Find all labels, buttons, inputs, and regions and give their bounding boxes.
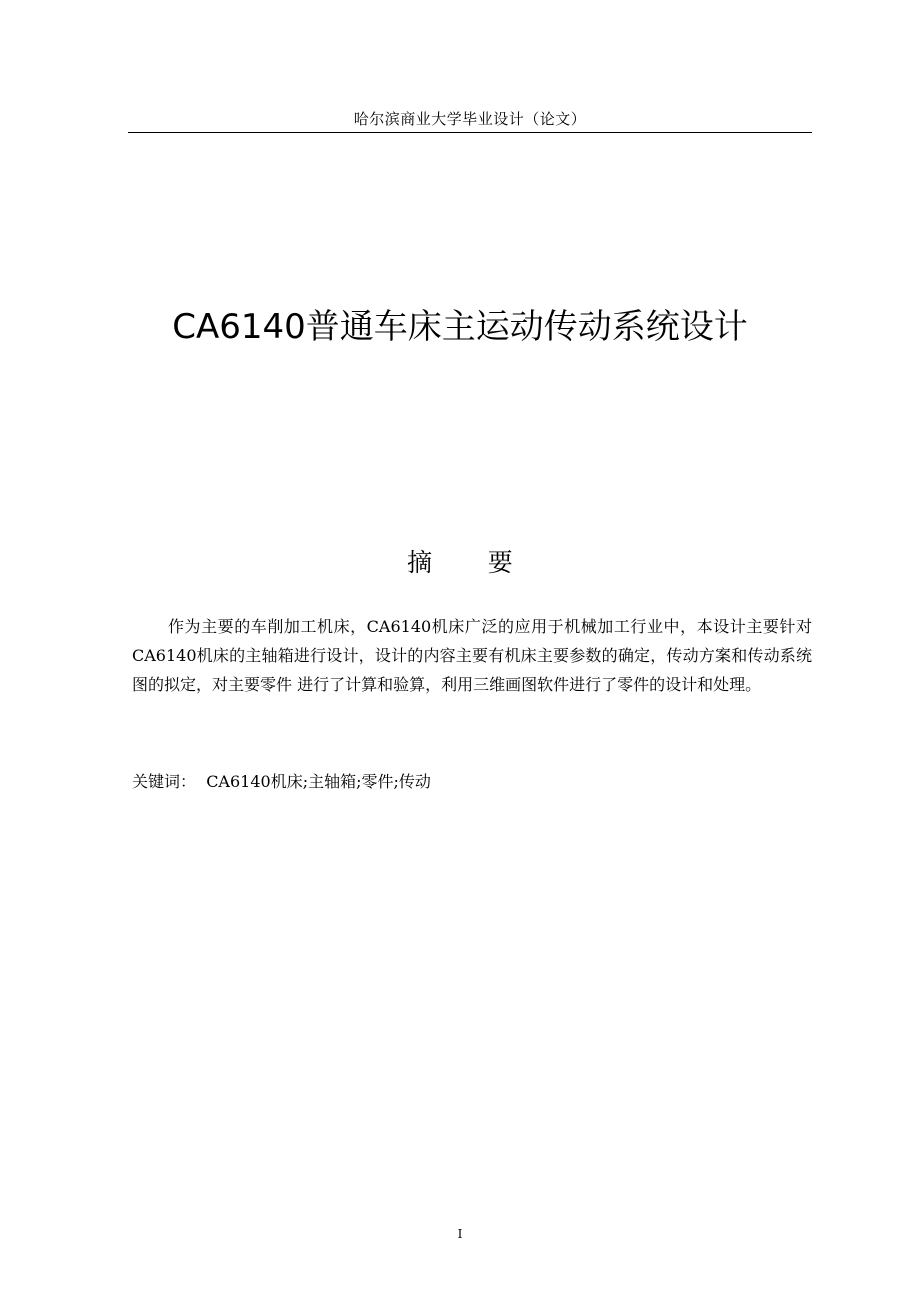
running-header-text: 哈尔滨商业大学毕业设计（论文） (353, 110, 587, 128)
page-number: I (457, 1227, 463, 1241)
running-header (128, 108, 812, 133)
abstract-body: 作为主要的车削加工机床，CA6140机床广泛的应用于机械加工行业中，本设计主要针对CA6140机床的主轴箱进行设计，设计的内容主要有机床主要参数的确定，传动方案和传动系统图的拟定，对主要零件 进行了计算和验算，利用三维画图软件进行了零件的设计和处理。 (132, 617, 812, 694)
keywords-value: CA6140机床;主轴箱;零件;传动 (196, 772, 431, 791)
document-title: CA6140普通车床主运动传动系统设计 (172, 307, 748, 347)
abstract-heading: 摘 要 (407, 548, 513, 577)
keywords-line (132, 767, 812, 796)
keywords-label: 关键词： (132, 772, 197, 791)
